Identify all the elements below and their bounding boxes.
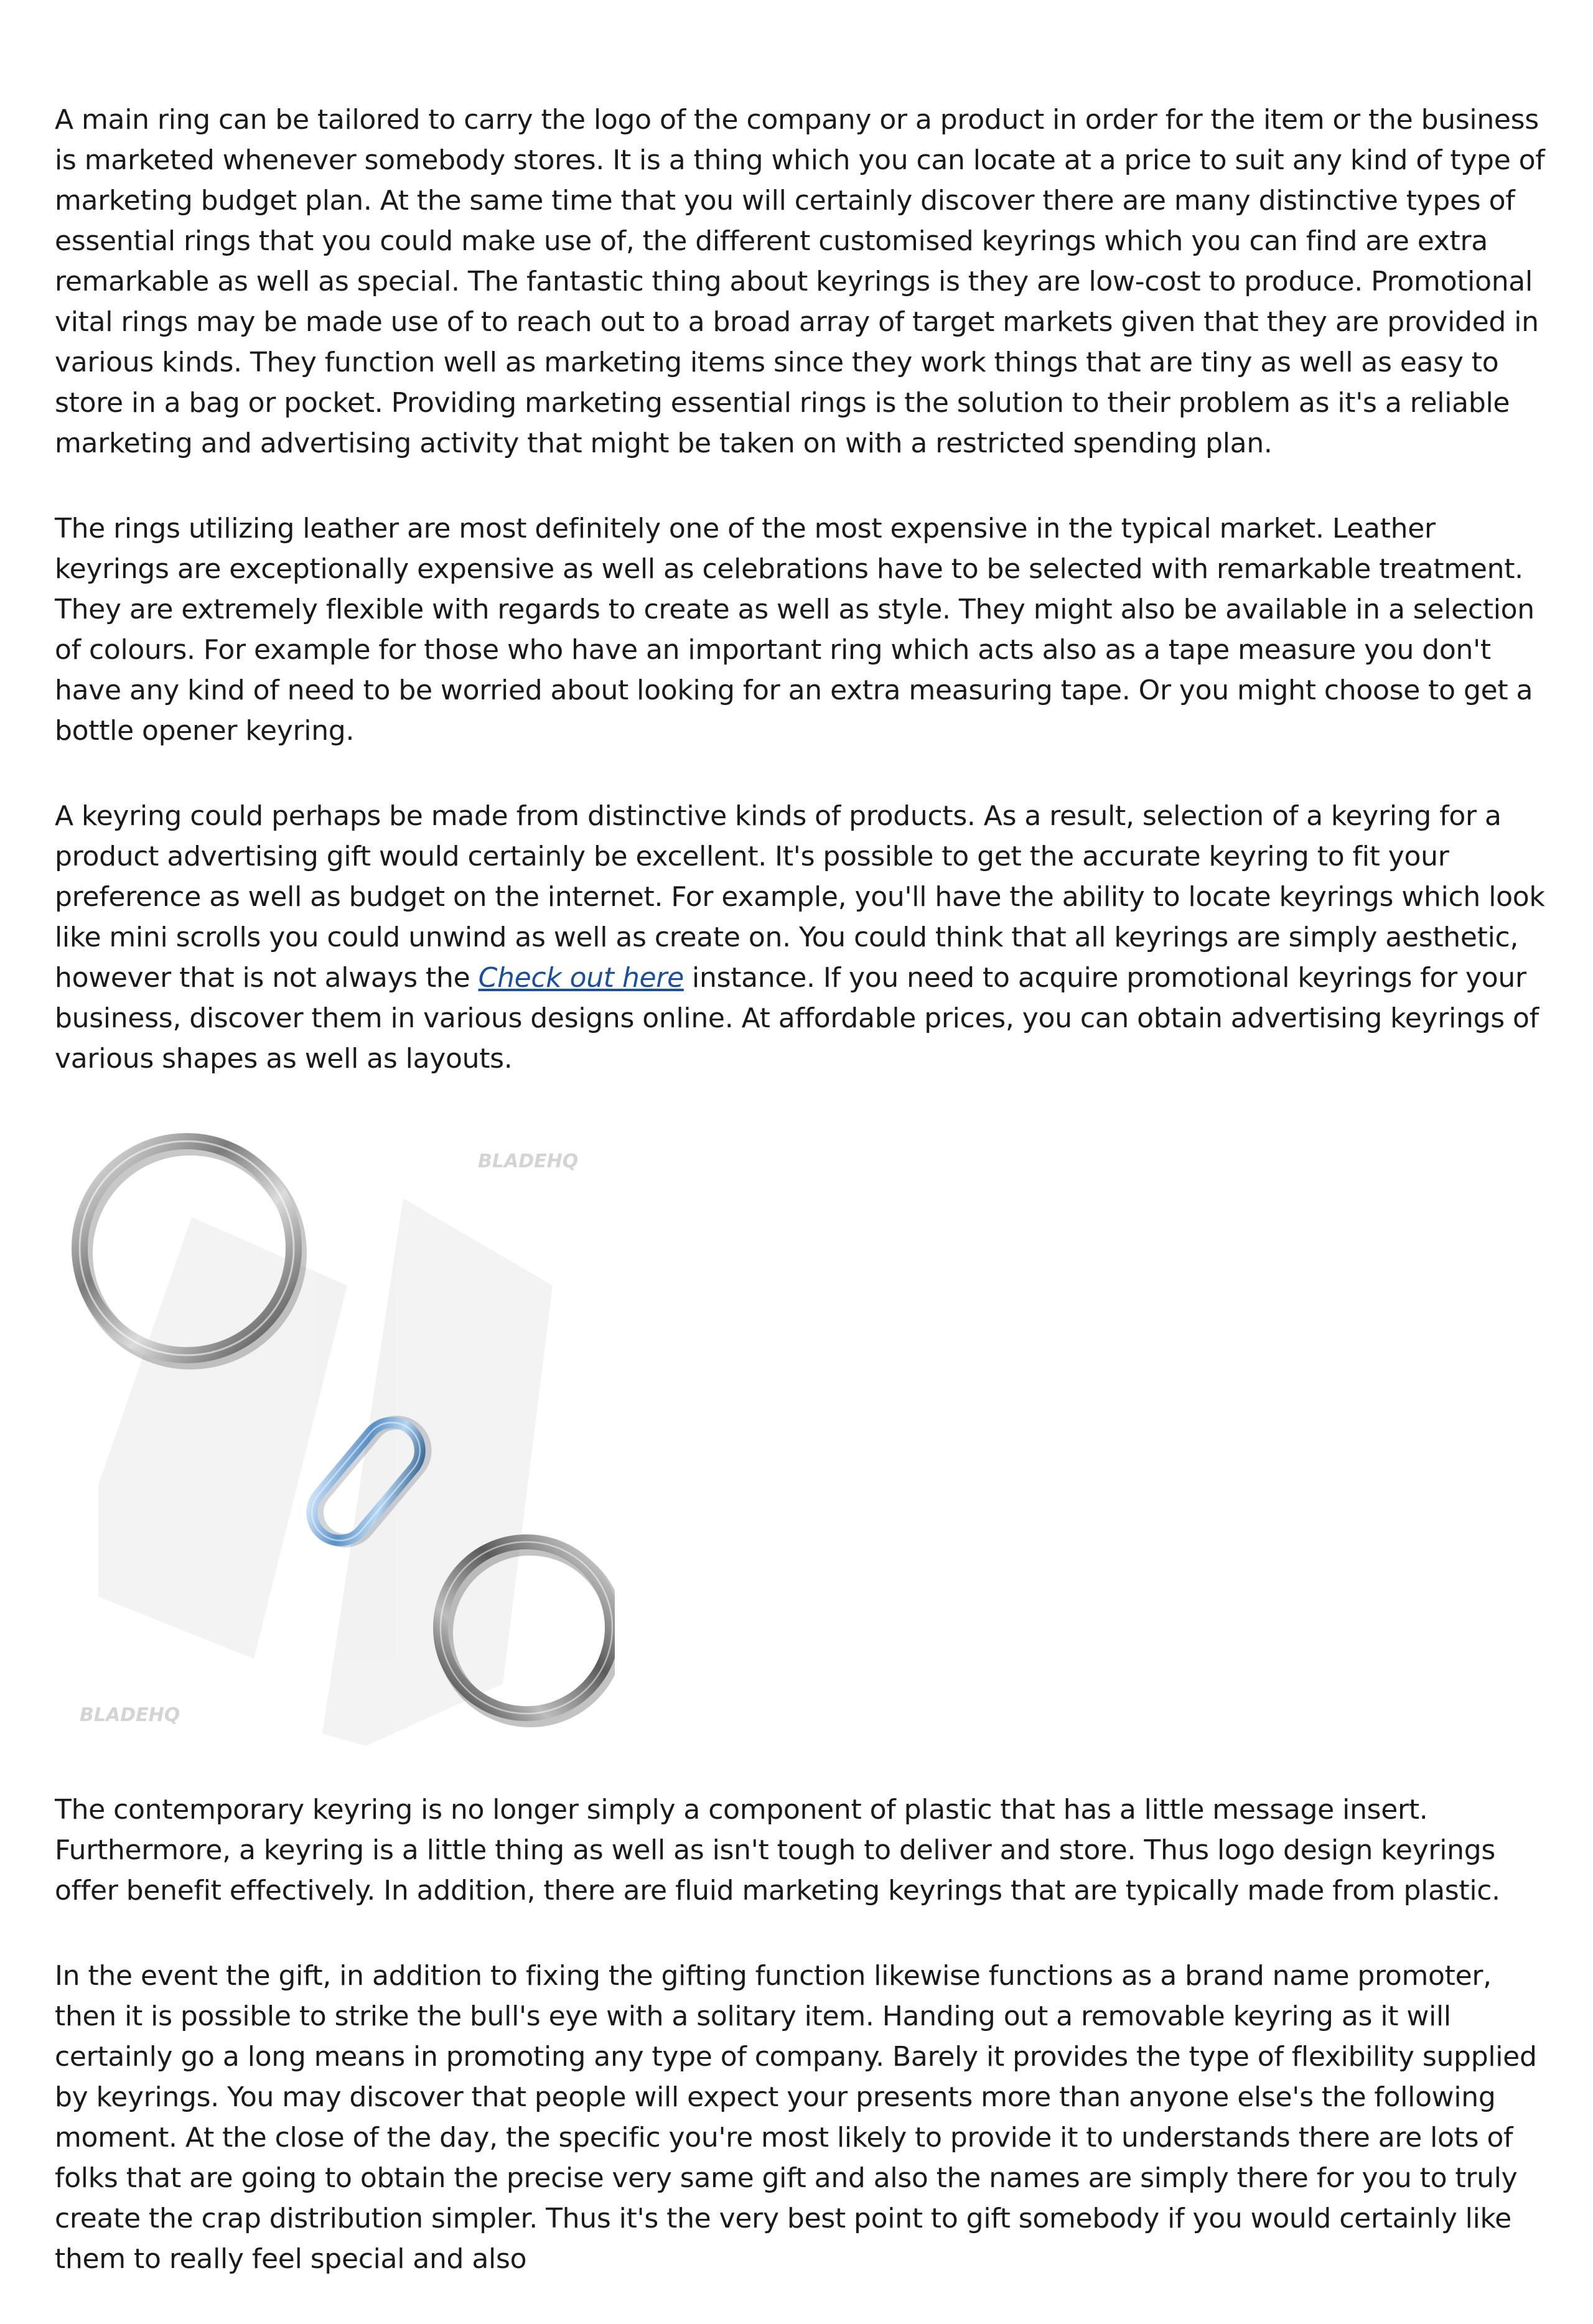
split-rings-photo	[55, 1124, 615, 1746]
keyring-product-image	[55, 1124, 615, 1746]
paragraph-main-ring: A main ring can be tailored to carry the logo of the company or a product in order for the item or the business is marketed whenever somebody stores. It is a thing which you can locate at a price to suit any kind of type of marketing budget plan. At the same time that you will certainly discover there are many distinctive types of essential rings that you could make use of, the different customised keyrings which you can find are extra remarkable as well as special. The fantastic thing about keyrings is they are low-cost to produce. Promotional vital rings may be made use of to reach out to a broad array of target markets given that they are provided in various kinds. They function well as marketing items since they work things that are tiny as well as easy to store in a bag or pocket. Providing marketing essential rings is the solution to their problem as it's a reliable marketing and advertising activity that might be taken on with a restricted spending plan.	[55, 104, 1545, 459]
paragraph-text: A keyring could perhaps be made from distinctive kinds of products. As a result, selection of a keyring for a product advertising gift would certainly be excellent. It's possible to get the accurate keyring to fit your preference as well as budget on the internet. For example, you'll have the ability to locate keyrings which look like mini scrolls you could unwind as well as create on. You could think that all keyrings are simply aesthetic, however that is not always the	[55, 800, 1545, 994]
check-out-here-link[interactable]: Check out here	[478, 962, 684, 994]
paragraph-gift-promoter: In the event the gift, in addition to fixing the gifting function likewise functions as a brand name promoter, then it is possible to strike the bull's eye with a solitary item. Handing out a removable keyring as it will certainly go a long means in promoting any type of company. Barely it provides the type of flexibility supplied by keyrings. You may discover that people will expect your presents more than anyone else's the following moment. At the close of the day, the specific you're most likely to provide it to understands there are lots of folks that are going to obtain the precise very same gift and also the names are simply there for you to truly create the crap distribution simpler. Thus it's the very best point to gift somebody if you would certainly like them to really feel special and also	[55, 1960, 1537, 2275]
watermark-label-top: BLADEHQ	[478, 1150, 579, 1172]
paragraph-text: instance. If you need to acquire promotional keyrings for your business, discover them in various designs online. At affordable prices, you can obtain advertising keyrings of various shapes as well as layouts.	[55, 962, 1539, 1075]
paragraph-keyring-materials	[55, 796, 1548, 1079]
paragraph-contemporary-keyring: The contemporary keyring is no longer simply a component of plastic that has a little message insert. Furthermore, a keyring is a little thing as well as isn't tough to deliver and store. Thus logo design keyrings offer benefit effectively. In addition, there are fluid marketing keyrings that are typically made from plastic.	[55, 1794, 1500, 1906]
watermark-label-bottom: BLADEHQ	[80, 1704, 180, 1726]
bladehq-watermark	[98, 1198, 553, 1746]
document-body	[55, 100, 1548, 2324]
paragraph-leather-rings: The rings utilizing leather are most definitely one of the most expensive in the typical market. Leather keyrings are exceptionally expensive as well as celebrations have to be selected with remarkable treatment. They are extremely flexible with regards to create as well as style. They might also be available in a selection of colours. For example for those who have an important ring which acts also as a tape measure you don't have any kind of need to be worried about looking for an extra measuring tape. Or you might choose to get a bottle opener keyring.	[55, 513, 1535, 747]
